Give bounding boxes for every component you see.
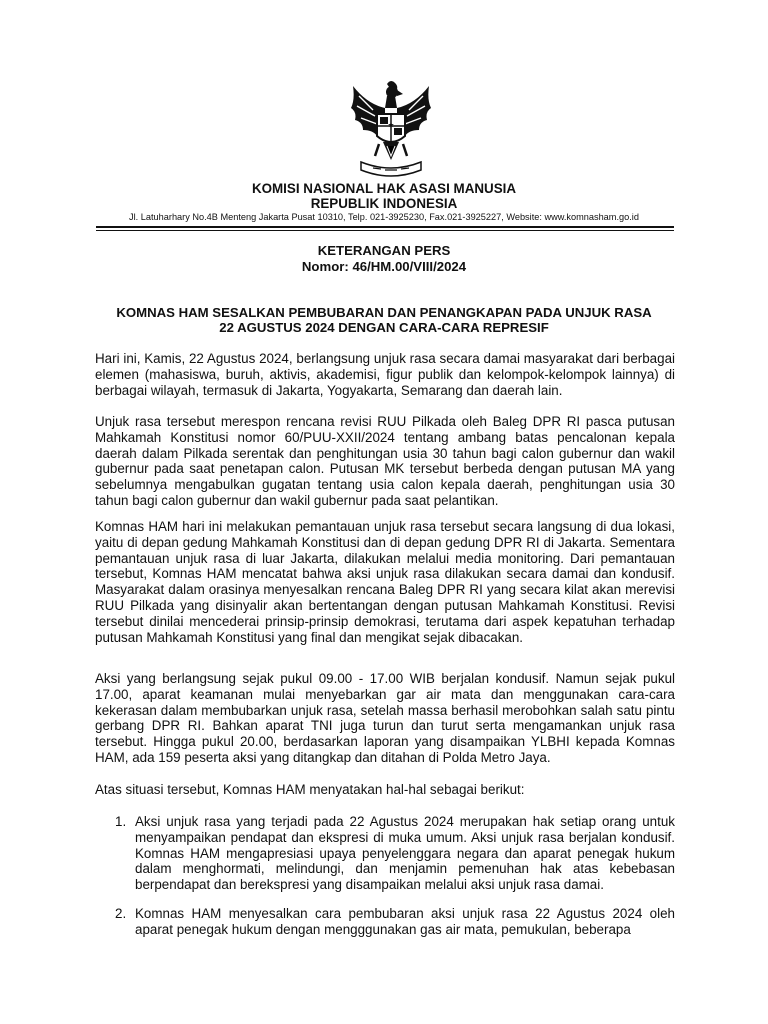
list-item [95, 814, 675, 893]
org-country: REPUBLIK INDONESIA [310, 196, 458, 211]
list-item [95, 906, 675, 938]
paragraph: Unjuk rasa tersebut merespon rencana revisi RUU Pilkada oleh Baleg DPR RI pasca putusan Mahkamah Konstitusi nomor 60/PUU-XXII/2024 tentang ambang batas pencalonan kepala daerah dalam Pilkada serentak dan penghitungan usia 30 tahun bagi calon gubernur dan wakil gubernur pada saat penetapan calon. Putusan MK tersebut berbeda dengan putusan MA yang sebelumnya mengabulkan gugatan tentang usia calon kepala daerah, penghitungan usia 30 tahun bagi calon gubernur dan wakil gubernur pada saat pelantikan. [95, 414, 675, 508]
document-number: Nomor: 46/HM.00/VIII/2024 [301, 259, 467, 274]
list-item-number: 2. [115, 906, 127, 921]
org-name: KOMISI NASIONAL HAK ASASI MANUSIA [251, 181, 517, 196]
paragraph: Aksi yang berlangsung sejak pukul 09.00 - 17.00 WIB berjalan kondusif. Namun sejak pukul 17.00, aparat keamanan mulai menyebarkan gar air mata dan menggunakan cara-cara kekerasan dalam membubarkan unjuk rasa, setelah massa berhasil merobohkan salah satu pintu gerbang DPR RI. Bahkan aparat TNI juga turun dan turut serta mengamankan unjuk rasa tersebut. Hingga pukul 20.00, berdasarkan laporan yang disampaikan YLBHI kepada Komnas HAM, ada 159 peserta aksi yang ditangkap dan ditahan di Polda Metro Jaya. [95, 671, 675, 765]
headline-line-1: KOMNAS HAM SESALKAN PEMBUBARAN DAN PENANGKAPAN PADA UNJUK RASA [116, 305, 652, 320]
document-type: KETERANGAN PERS [317, 243, 451, 258]
statement-list [95, 0, 675, 1024]
paragraph: Atas situasi tersebut, Komnas HAM menyatakan hal-hal sebagai berikut: [95, 782, 525, 797]
headline-line-2: 22 AGUSTUS 2024 DENGAN CARA-CARA REPRESIF [219, 320, 549, 335]
paragraph: Hari ini, Kamis, 22 Agustus 2024, berlangsung unjuk rasa secara damai masyarakat dari berbagai elemen (mahasiswa, buruh, aktivis, akademisi, figur publik dan kelompok-kelompok lainnya) di berbagai wilayah, termasuk di Jakarta, Yogyakarta, Semarang dan daerah lain. [95, 351, 675, 398]
list-item-text: Komnas HAM menyesalkan cara pembubaran aksi unjuk rasa 22 Agustus 2024 oleh aparat penegak hukum dengan mengggunakan gas air mata, pemukulan, beberapa [135, 906, 675, 937]
list-item-text: Aksi unjuk rasa yang terjadi pada 22 Agustus 2024 merupakan hak setiap orang untuk menyampaikan pendapat dan ekspresi di muka umum. Aksi unjuk rasa berjalan kondusif. Komnas HAM mengapresiasi upaya penyelenggara negara dan aparat penegak hukum dalam menghormati, melindungi, dan menjamin pemenuhan hak atas kebebasan berpendapat dan berekspresi yang disampaikan melalui aksi unjuk rasa damai. [135, 814, 675, 893]
paragraph: Komnas HAM hari ini melakukan pemantauan unjuk rasa tersebut secara langsung di dua lokasi, yaitu di depan gedung Mahkamah Konstitusi dan di depan gedung DPR RI di Jakarta. Sementara pemantauan unjuk rasa di luar Jakarta, dilakukan melalui media monitoring. Dari pemantauan tersebut, Komnas HAM mencatat bahwa aksi unjuk rasa dilakukan secara damai dan kondusif. Masyarakat dalam orasinya menyesalkan rencana Baleg DPR RI yang secara kilat akan merevisi RUU Pilkada yang disinyalir akan bertentangan dengan putusan Mahkamah Konstitusi. Revisi tersebut dinilai mencederai prinsip-prinsip demokrasi, terutama dari aspek kepatuhan terhadap putusan Mahkamah Konstitusi yang final dan mengikat sejak dibacakan. [95, 519, 675, 645]
list-item-number: 1. [115, 814, 127, 829]
org-address: Jl. Latuharhary No.4B Menteng Jakarta Pusat 10310, Telp. 021-3925230, Fax.021-3925227, Website: www.komnasham.go.id [129, 212, 639, 222]
